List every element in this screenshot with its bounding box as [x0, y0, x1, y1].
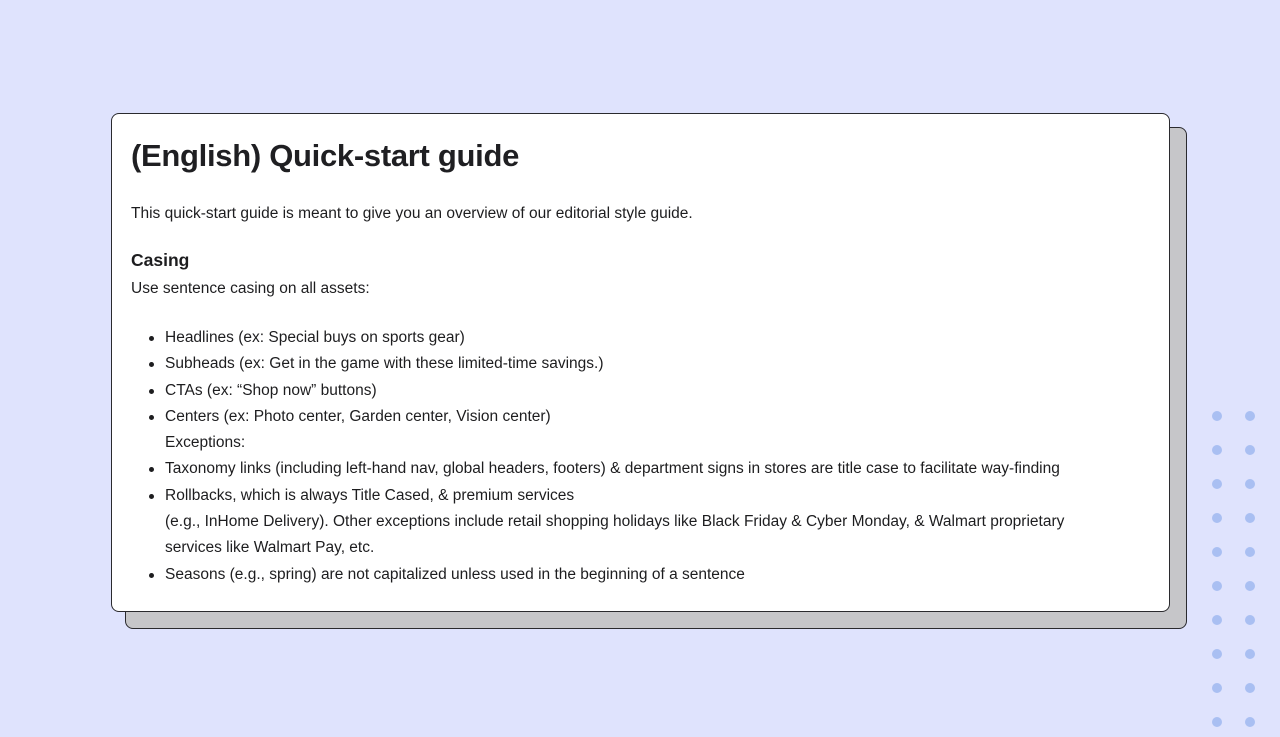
list-item: Exceptions: [165, 434, 246, 452]
decorative-dot [1245, 547, 1255, 557]
list-item: (e.g., InHome Delivery). Other exceptions include retail shopping holidays like Black Friday & Cyber Monday, & Walmart proprietary [165, 513, 1065, 531]
list-item: Centers (ex: Photo center, Garden center, Vision center) [165, 404, 1150, 430]
decorative-dot-grid [1212, 411, 1262, 737]
decorative-dot [1245, 581, 1255, 591]
decorative-dot [1245, 479, 1255, 489]
decorative-dot [1245, 513, 1255, 523]
list-item: CTAs (ex: “Shop now” buttons) [165, 378, 1150, 404]
decorative-dot [1245, 649, 1255, 659]
decorative-dot [1245, 717, 1255, 727]
page-title: (English) Quick-start guide [131, 138, 520, 173]
list-item: services like Walmart Pay, etc. [165, 539, 375, 557]
section-heading-casing: Casing [131, 250, 190, 270]
decorative-dot [1212, 649, 1222, 659]
list-item: Taxonomy links (including left-hand nav, global headers, footers) & department signs in stores are title case to facilitate way-finding [165, 456, 1150, 482]
list-item: Rollbacks, which is always Title Cased, & premium services [165, 483, 1150, 509]
section-lead: Use sentence casing on all assets: [131, 280, 370, 297]
decorative-dot [1212, 581, 1222, 591]
decorative-dot [1245, 445, 1255, 455]
decorative-dot [1212, 445, 1222, 455]
list-item: Headlines (ex: Special buys on sports gear) [165, 325, 1150, 351]
decorative-dot [1212, 513, 1222, 523]
casing-rules-list [131, 325, 1150, 588]
decorative-dot [1212, 479, 1222, 489]
list-item: Subheads (ex: Get in the game with these limited-time savings.) [165, 351, 1150, 377]
intro-text: This quick-start guide is meant to give you an overview of our editorial style guide. [131, 205, 693, 222]
decorative-dot [1245, 683, 1255, 693]
decorative-dot [1212, 615, 1222, 625]
decorative-dot [1245, 615, 1255, 625]
quick-start-guide-card [111, 113, 1170, 612]
decorative-dot [1212, 717, 1222, 727]
decorative-dot [1212, 547, 1222, 557]
list-item: Seasons (e.g., spring) are not capitalized unless used in the beginning of a sentence [165, 562, 1150, 588]
decorative-dot [1212, 683, 1222, 693]
decorative-dot [1245, 411, 1255, 421]
decorative-dot [1212, 411, 1222, 421]
